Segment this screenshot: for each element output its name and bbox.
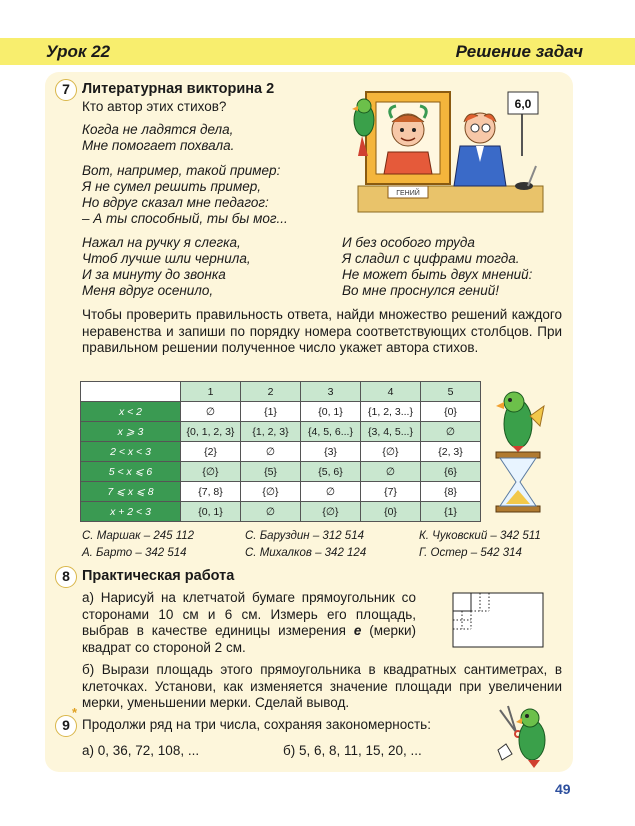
table-cell: {5, 6} [301, 462, 361, 482]
author-option: Г. Остер – 542 314 [419, 547, 522, 559]
table-cell: {∅} [361, 442, 421, 462]
author-option: С. Баруздин – 312 514 [245, 530, 364, 542]
task-8-part-a-text: а) Нарисуй на клетчатой бумаге прямоугольник со сторонами 10 см и 6 см. Измерь его площадь, выбрав в качестве единицы измерения [82, 590, 416, 638]
table-row [81, 422, 481, 442]
poem-line: Мне помогает похвала. [82, 138, 235, 153]
author-option: К. Чуковский – 342 511 [419, 530, 541, 542]
table-column-header: 1 [181, 382, 241, 402]
task-9-number: 9 [55, 715, 77, 737]
table-cell: {3, 4, 5...} [361, 422, 421, 442]
table-row-label: x < 2 [81, 402, 181, 422]
task-7-question: Кто автор этих стихов? [82, 99, 227, 114]
sequence-b: б) 5, 6, 8, 11, 15, 20, ... [283, 743, 422, 758]
poem-line: Меня вдруг осенило, [82, 283, 214, 298]
star-mark: * [72, 705, 78, 720]
table-cell: {0} [361, 502, 421, 522]
teacher-sign-text: 6,0 [514, 97, 532, 111]
table-column-header: 3 [301, 382, 361, 402]
table-cell: {3} [301, 442, 361, 462]
table-cell: {∅} [181, 462, 241, 482]
rectangle-diagram [452, 592, 544, 648]
poem-line: Во мне проснулся гений! [342, 283, 499, 298]
sequence-a: а) 0, 36, 72, 108, ... [82, 743, 200, 758]
task-9-text: Продолжи ряд на три числа, сохраняя закономерность: [82, 717, 431, 732]
table-row-label: 2 < x < 3 [81, 442, 181, 462]
poem-line: Я не сумел решить пример, [82, 179, 261, 194]
genius-plaque-text: ГЕНИЙ [396, 190, 420, 197]
table-cell: {7} [361, 482, 421, 502]
poem-line: – А ты способный, ты бы мог... [82, 211, 288, 226]
table-corner [81, 382, 181, 402]
author-option: С. Маршак – 245 112 [82, 530, 195, 542]
table-row [81, 502, 481, 522]
table-cell: {0, 1} [301, 402, 361, 422]
table-column-header: 2 [241, 382, 301, 402]
table-row [81, 442, 481, 462]
task-7-instruction: Чтобы проверить правильность ответа, найди множество решений каждого неравенства и запиши по порядку номера соответствующих столбцов. При правильном решении полученное число укажет автора стихов. [82, 307, 562, 355]
task-8-title: Практическая работа [82, 568, 235, 584]
table-cell: {5} [241, 462, 301, 482]
table-cell: {7, 8} [181, 482, 241, 502]
poem-line: Не может быть двух мнений: [342, 267, 533, 282]
poem-line: Но вдруг сказал мне педагог: [82, 195, 269, 210]
table-cell: {∅} [241, 482, 301, 502]
table-column-header: 4 [361, 382, 421, 402]
table-cell: {1, 2, 3} [241, 422, 301, 442]
table-row [81, 402, 481, 422]
poem-line: И без особого труда [342, 235, 475, 250]
lesson-title: Урок 22 [46, 42, 111, 61]
lesson-topic: Решение задач [455, 42, 583, 61]
task-8-number: 8 [55, 566, 77, 588]
table-row-label: 5 < x ⩽ 6 [81, 462, 181, 482]
table-cell: {0, 1, 2, 3} [181, 422, 241, 442]
task-8-part-a-text-end: (мерки) квадрат со стороной 2 см. [82, 623, 416, 655]
author-option: А. Барто – 342 514 [82, 547, 187, 559]
poem-line: Я сладил с цифрами тогда. [342, 251, 520, 266]
table-cell: {1} [421, 502, 481, 522]
poem-line: Чтоб лучше шли чернила, [82, 251, 251, 266]
page-number: 49 [555, 781, 571, 797]
poem-line: Когда не ладятся дела, [82, 122, 234, 137]
table-cell: ∅ [361, 462, 421, 482]
author-option: С. Михалков – 342 124 [245, 547, 367, 559]
lesson-header [0, 38, 635, 65]
poem-line: Вот, например, такой пример: [82, 163, 281, 178]
table-cell: {∅} [301, 502, 361, 522]
table-cell: {4, 5, 6...} [301, 422, 361, 442]
task-8-part-b: б) Вырази площадь этого прямоугольника в квадратных сантиметрах, в клеточках. Установи, как изменяется значение площади при увеличении мерки, уменьшении мерки. Сделай вывод. [82, 662, 562, 710]
table-cell: {6} [421, 462, 481, 482]
table-cell: ∅ [301, 482, 361, 502]
poem-line: Нажал на ручку я слегка, [82, 235, 241, 250]
table-cell: ∅ [421, 422, 481, 442]
table-column-header: 5 [421, 382, 481, 402]
table-cell: ∅ [241, 442, 301, 462]
table-row-label: x + 2 < 3 [81, 502, 181, 522]
measure-unit-symbol: е [353, 623, 362, 638]
table-cell: {8} [421, 482, 481, 502]
table-row [81, 482, 481, 502]
task-7-title: Литературная викторина 2 [82, 81, 275, 97]
table-cell: ∅ [241, 502, 301, 522]
table-cell: {2} [181, 442, 241, 462]
inequalities-table [80, 381, 481, 522]
table-cell: {0} [421, 402, 481, 422]
poem-line: И за минуту до звонка [82, 267, 226, 282]
table-row-label: 7 ⩽ x ⩽ 8 [81, 482, 181, 502]
table-cell: {1, 2, 3...} [361, 402, 421, 422]
table-cell: {0, 1} [181, 502, 241, 522]
task-8-part-a [82, 590, 416, 656]
table-cell: {1} [241, 402, 301, 422]
table-cell: ∅ [181, 402, 241, 422]
genius-frame-illustration [338, 86, 548, 216]
table-row-label: x ⩾ 3 [81, 422, 181, 442]
table-cell: {2, 3} [421, 442, 481, 462]
table-row [81, 462, 481, 482]
task-7-number: 7 [55, 79, 77, 101]
parrot-hourglass-illustration [478, 386, 558, 516]
parrot-scissors-illustration [494, 700, 558, 770]
